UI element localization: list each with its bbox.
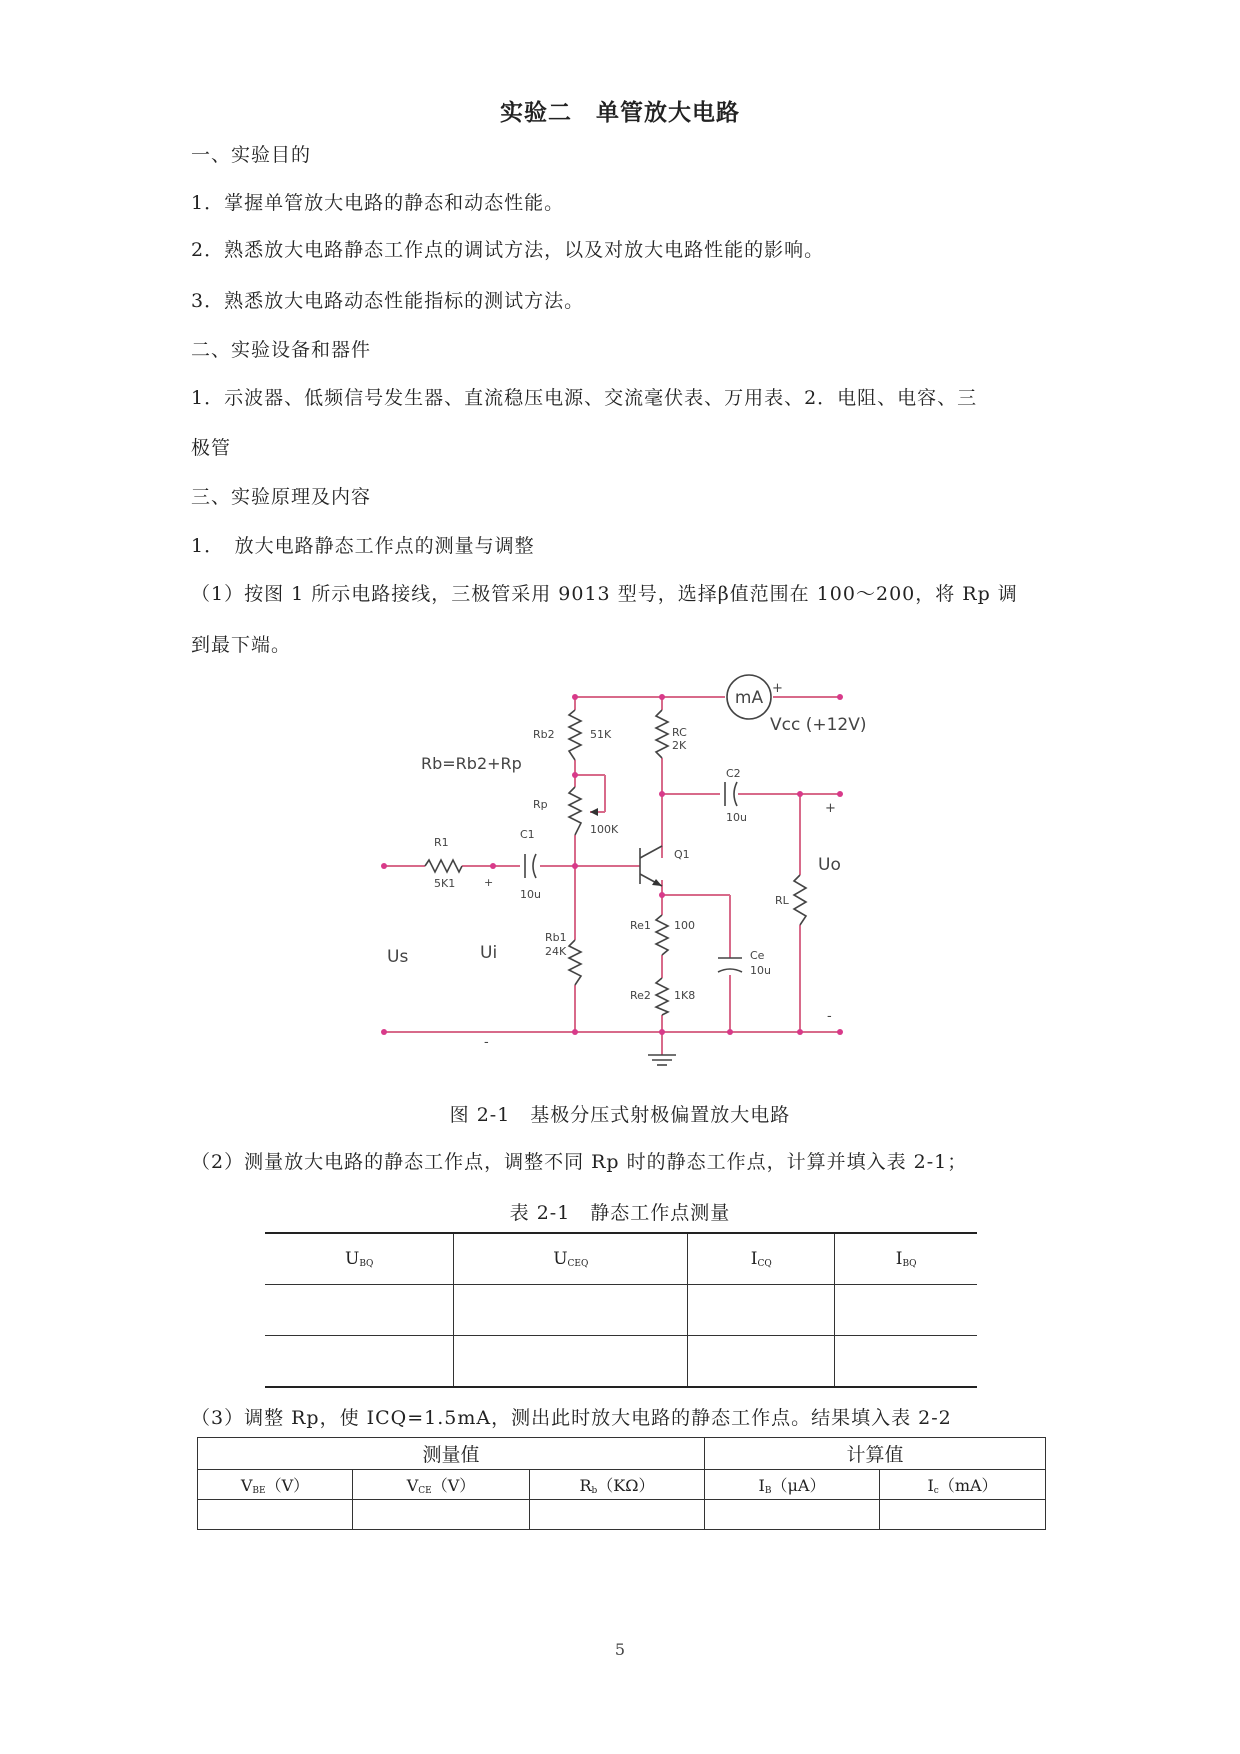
table-header: $I_{BQ}$ bbox=[835, 1233, 977, 1285]
objective-item: 3．熟悉放大电路动态性能指标的测试方法。 bbox=[191, 290, 585, 312]
page-number: 5 bbox=[614, 1640, 626, 1659]
equipment-line: 1．示波器、低频信号发生器、直流稳压电源、交流毫伏表、万用表、2．电阻、电容、三 bbox=[191, 387, 978, 409]
measurement-table bbox=[197, 1437, 1046, 1530]
re2-value: 1K8 bbox=[674, 989, 696, 1002]
rp-value: 100K bbox=[590, 823, 619, 836]
q1-label: Q1 bbox=[674, 848, 690, 861]
ui-label: Ui bbox=[480, 943, 498, 963]
step-1-line: 到最下端。 bbox=[191, 634, 292, 656]
objective-item: 1．掌握单管放大电路的静态和动态性能。 bbox=[191, 192, 565, 214]
table-header: $I_{CQ}$ bbox=[688, 1233, 835, 1285]
re1-label: Re1 bbox=[630, 919, 651, 932]
label-plus-out: + bbox=[825, 801, 836, 816]
group-header-calculated: 计算值 bbox=[705, 1438, 1046, 1470]
step-2-line: （2）测量放大电路的静态工作点，调整不同 Rp 时的静态工作点，计算并填入表 2-1； bbox=[191, 1151, 968, 1173]
c2-value: 10u bbox=[726, 811, 747, 824]
table-header: $U_{BQ}$ bbox=[265, 1233, 454, 1285]
step-1-line: （1）按图 1 所示电路接线，三极管采用 9013 型号，选择β值范围在 100～200，将 Rp 调 bbox=[191, 583, 1018, 605]
principle-item: 1． 放大电路静态工作点的测量与调整 bbox=[191, 535, 535, 557]
table-row bbox=[265, 1285, 977, 1336]
table-header: $U_{CEQ}$ bbox=[454, 1233, 688, 1285]
meter-label: mA bbox=[734, 688, 764, 708]
rc-value: 2K bbox=[672, 739, 687, 752]
label-minus-in: - bbox=[484, 1035, 489, 1050]
ce-label: Ce bbox=[750, 949, 765, 962]
rb1-label: Rb1 bbox=[545, 931, 567, 944]
rb1-value: 24K bbox=[545, 945, 567, 958]
r1-value: 5K1 bbox=[434, 877, 456, 890]
step-3-line: （3）调整 Rp，使 ICQ=1.5mA，测出此时放大电路的静态工作点。结果填入表 2-2 bbox=[191, 1407, 952, 1429]
c1-label: C1 bbox=[520, 828, 535, 841]
table-header: $V_{CE}(V)$ bbox=[353, 1470, 530, 1500]
label-plus-top: + bbox=[772, 681, 783, 696]
table-header: $R_b(K\Omega)$ bbox=[530, 1470, 705, 1500]
c2-label: C2 bbox=[726, 767, 741, 780]
re1-value: 100 bbox=[674, 919, 695, 932]
r1-label: R1 bbox=[434, 836, 449, 849]
table-header: $I_B(\mu A)$ bbox=[705, 1470, 880, 1500]
table-1-caption: 表 2-1 静态工作点测量 bbox=[509, 1202, 731, 1224]
us-label: Us bbox=[387, 947, 409, 967]
table-row bbox=[265, 1336, 977, 1388]
uo-label: Uo bbox=[818, 855, 841, 875]
re2-label: Re2 bbox=[630, 989, 651, 1002]
static-point-table bbox=[265, 1232, 977, 1388]
rc-label: RC bbox=[672, 726, 687, 739]
rp-label: Rp bbox=[533, 798, 548, 811]
c1-value: 10u bbox=[520, 888, 541, 901]
ce-value: 10u bbox=[750, 964, 771, 977]
rb-equation: Rb=Rb2+Rp bbox=[421, 754, 522, 773]
table-row bbox=[198, 1500, 1046, 1530]
circuit-diagram bbox=[370, 670, 870, 1075]
label-minus-out: - bbox=[827, 1009, 832, 1024]
group-header-measured: 测量值 bbox=[198, 1438, 705, 1470]
label-plus-in: + bbox=[484, 876, 494, 889]
section-heading-equipment: 二、实验设备和器件 bbox=[191, 339, 372, 361]
page-title: 实验二 单管放大电路 bbox=[500, 100, 740, 126]
figure-caption: 图 2-1 基极分压式射极偏置放大电路 bbox=[449, 1104, 791, 1126]
objective-item: 2．熟悉放大电路静态工作点的调试方法，以及对放大电路性能的影响。 bbox=[191, 239, 825, 261]
rb2-value: 51K bbox=[590, 728, 612, 741]
section-heading-principle: 三、实验原理及内容 bbox=[191, 486, 372, 508]
table-header: $V_{BE}(V)$ bbox=[198, 1470, 353, 1500]
vcc-label: Vcc (+12V) bbox=[770, 715, 867, 735]
table-header: $I_c(mA)$ bbox=[880, 1470, 1046, 1500]
equipment-line: 极管 bbox=[191, 437, 232, 459]
section-heading-objectives: 一、实验目的 bbox=[191, 144, 312, 166]
rb2-label: Rb2 bbox=[533, 728, 555, 741]
rl-label: RL bbox=[775, 894, 789, 907]
